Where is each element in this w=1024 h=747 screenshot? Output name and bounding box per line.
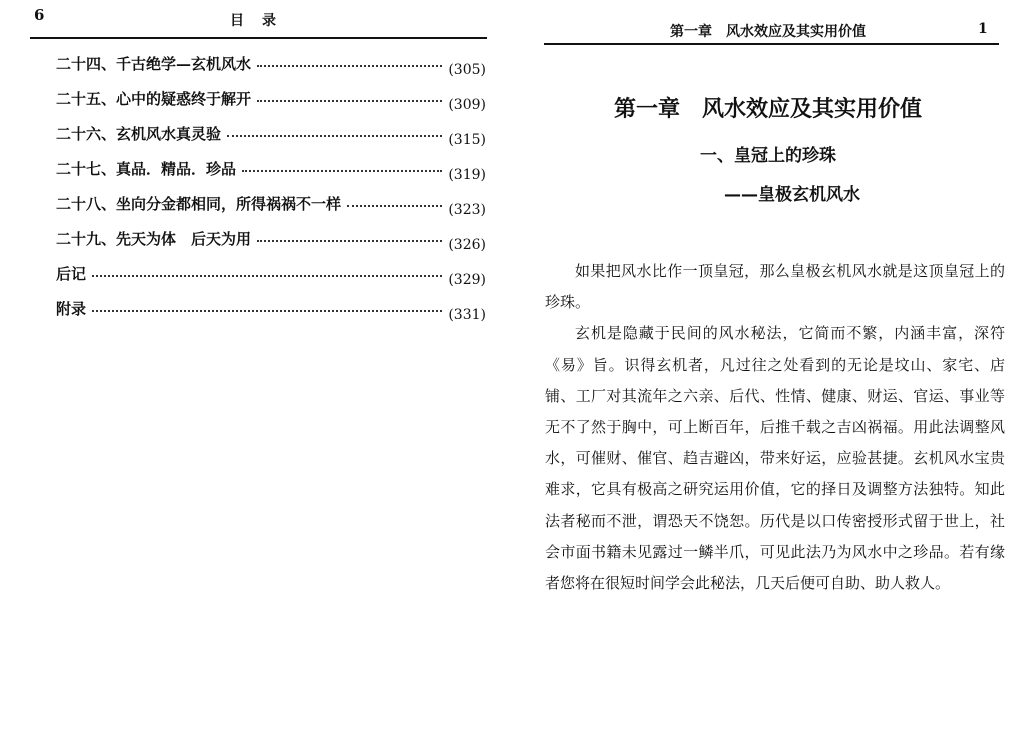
toc-leader-dots (257, 100, 442, 102)
left-header-rule (30, 37, 487, 39)
right-page-number: 1 (978, 21, 988, 37)
body-paragraph-2: 玄机是隐藏于民间的风水秘法，它简而不繁，内涵丰富，深符《易》旨。识得玄机者，凡过往之处看到的无论是坟山、家宅、店铺、工厂对其流年之六亲、后代、性情、健康、财运、官运、事业等无不了然于胸中，可上断百年，后推千载之吉凶祸福。用此法调整风水，可催财、催官、趋吉避凶，带来好运，应验甚捷。玄机风水宝贵难求，它具有极高之研究运用价值，它的择日及调整方法独特。知此法者秘而不泄，谓恐天不饶恕。历代是以口传密授形式留于世上，社会市面书籍未见露过一鳞半爪，可见此法乃为风水中之珍品。若有缘者您将在很短时间学会此秘法，几天后便可自助、助人救人。 (545, 324, 1005, 593)
toc-entry-title: 附录 (56, 300, 87, 318)
toc-leader-dots (257, 65, 442, 67)
section-title: 一、皇冠上的珍珠 (700, 146, 836, 166)
body-paragraph-1: 如果把风水比作一顶皇冠，那么皇极玄机风水就是这顶皇冠上的珍珠。 (545, 262, 1005, 312)
toc-entry-title: 后记 (56, 265, 87, 283)
right-header-rule (544, 43, 999, 45)
toc-entry-page: (305) (448, 62, 486, 78)
toc-entry-page: (331) (448, 307, 486, 323)
toc-entry-title: 二十六、玄机风水真灵验 (56, 125, 222, 143)
body-text (545, 256, 1005, 599)
toc-entry-title: 二十五、心中的疑惑终于解开 (56, 90, 252, 108)
toc-entry-page: (329) (448, 272, 486, 288)
toc-leader-dots (242, 170, 442, 172)
toc-leader-dots (92, 275, 442, 277)
toc-leader-dots (92, 310, 442, 312)
toc-entry-page: (309) (448, 97, 486, 113)
toc-entry-title: 二十九、先天为体 后天为用 (56, 230, 252, 248)
toc-entry-page: (326) (448, 237, 486, 253)
left-page-number: 6 (34, 6, 45, 24)
toc-entry-page: (323) (448, 202, 486, 218)
toc-entry-title: 二十八、坐向分金都相同，所得祸祸不一样 (56, 195, 342, 213)
toc-entry-page: (315) (448, 132, 486, 148)
toc-leader-dots (257, 240, 442, 242)
toc-entry (56, 114, 486, 148)
toc-entry (56, 44, 486, 78)
toc-entry (56, 254, 486, 288)
toc-entry (56, 149, 486, 183)
toc-entry-title: 二十四、千古绝学—玄机风水 (56, 55, 252, 73)
toc-entry-title: 二十七、真品．精品．珍品 (56, 160, 237, 178)
toc-entry (56, 184, 486, 218)
toc-entry (56, 219, 486, 253)
toc-entry-page: (319) (448, 167, 486, 183)
toc-entry (56, 79, 486, 113)
section-subtitle: ——皇极玄机风水 (724, 185, 860, 205)
toc-leader-dots (347, 205, 442, 207)
toc-entry (56, 289, 486, 323)
chapter-title: 第一章 风水效应及其实用价值 (613, 97, 922, 122)
toc-leader-dots (227, 135, 442, 137)
toc-header-title: 目 录 (230, 13, 278, 29)
running-header: 第一章 风水效应及其实用价值 (670, 24, 866, 40)
